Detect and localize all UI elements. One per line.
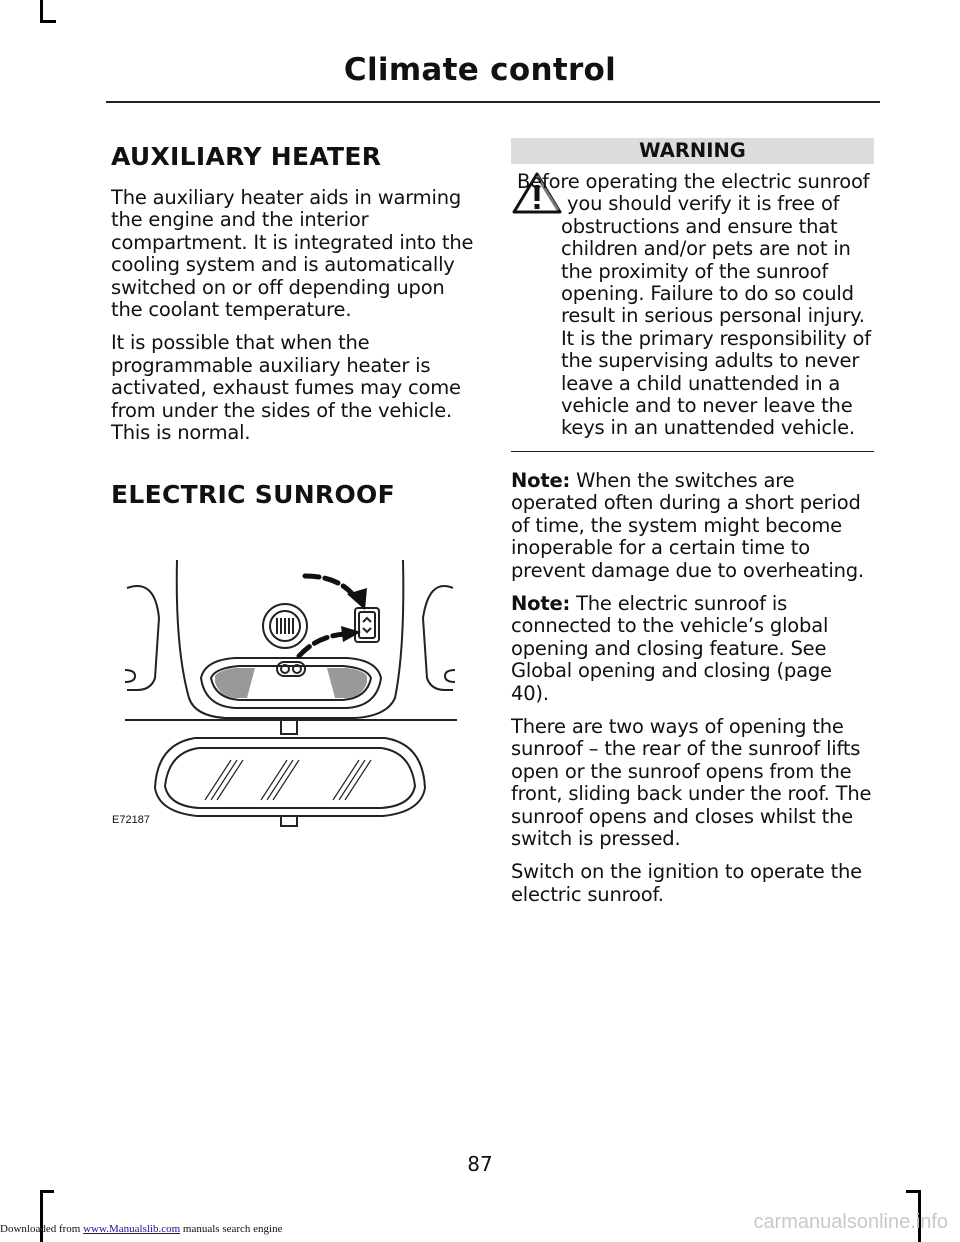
footer: [0, 1223, 282, 1235]
note-2: [511, 593, 874, 705]
crop-mark-tl-v: [40, 0, 43, 22]
figure-code: E72187: [112, 814, 150, 826]
note-2-text: The electric sunroof is connected to the vehicle’s global opening and closing feature. See Global opening and closing (page 40).: [511, 591, 832, 705]
note-1: [511, 470, 874, 582]
left-column: [111, 138, 477, 525]
electric-sunroof-heading: ELECTRIC SUNROOF: [111, 480, 395, 510]
page-title: Climate control: [343, 52, 617, 88]
footer-link[interactable]: www.Manualslib.com: [83, 1223, 181, 1235]
footer-prefix: Downloaded from: [0, 1223, 81, 1235]
warning-text: Before operating the electric sunroof you should verify it is free of obstructions and ensure that children and/or pets are not in the proximity of the sunroof opening. Failure to do so could result in serious personal injury. It is the primary responsibility of the supervising adults to never leave a child unattended in a vehicle and to never leave the keys in an unattended vehicle.: [517, 170, 871, 440]
auxiliary-heater-paragraph-2: It is possible that when the programmable auxiliary heater is activated, exhaust fumes may come from under the sides of the vehicle. This is normal.: [111, 331, 461, 445]
header-rule: [106, 101, 880, 103]
note-2-label: Note:: [511, 591, 571, 615]
sunroof-paragraph-1: There are two ways of opening the sunroof – the rear of the sunroof lifts open or the sunroof opens from the front, sliding back under the roof. The sunroof opens and closes whilst the switch is pressed.: [511, 714, 872, 850]
crop-mark-bl-h: [40, 1190, 54, 1193]
auxiliary-heater-heading: AUXILIARY HEATER: [111, 142, 382, 171]
sunroof-paragraph-2: Switch on the ignition to operate the electric sunroof.: [511, 860, 862, 906]
watermark: carmanualsonline.info: [753, 1211, 948, 1233]
page-number: 87: [467, 1152, 493, 1176]
note-1-label: Note:: [511, 468, 571, 492]
sunroof-switch-illustration: [115, 548, 465, 838]
note-1-text: When the switches are operated often during a short period of time, the system might become inoperable for a certain time to prevent damage due to overheating.: [511, 468, 864, 582]
crop-mark-br-h: [906, 1190, 920, 1193]
warning-title: WARNING: [511, 138, 874, 164]
warning-end-rule: [511, 451, 874, 452]
auxiliary-heater-paragraph-1: The auxiliary heater aids in warming the engine and the interior compartment. It is integrated into the cooling system and is automatically switched on or off depending upon the coolant temperature.: [111, 186, 474, 322]
right-column: [511, 138, 874, 917]
footer-suffix: manuals search engine: [182, 1223, 283, 1235]
crop-mark-tl-h: [40, 20, 56, 23]
